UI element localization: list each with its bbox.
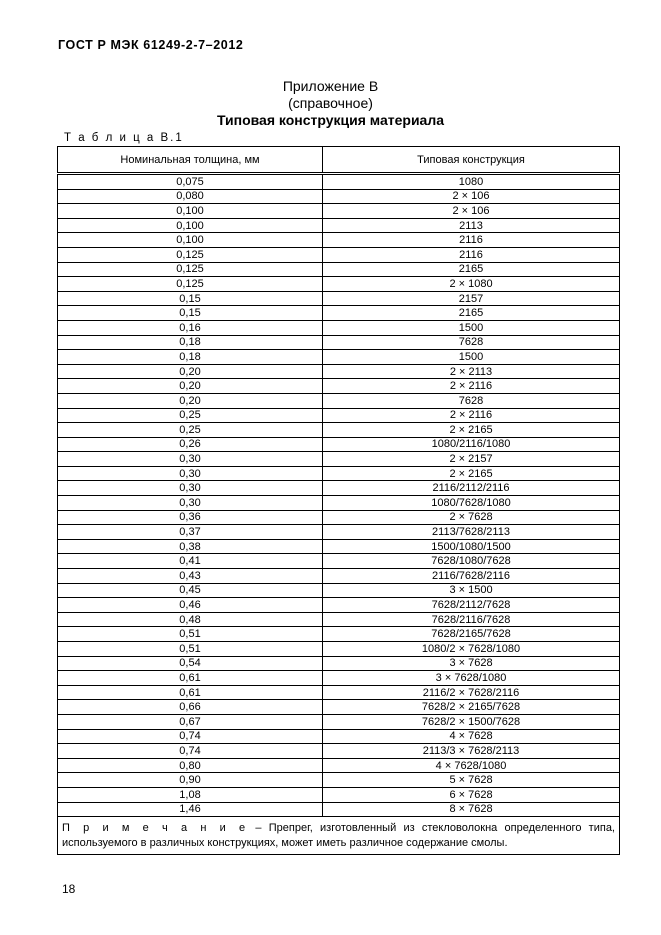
thickness-cell: 0,18 — [58, 335, 323, 350]
table-row — [58, 379, 620, 394]
construction-cell: 1080 — [323, 174, 620, 190]
construction-cell: 7628/1080/7628 — [323, 554, 620, 569]
construction-cell: 5 × 7628 — [323, 773, 620, 788]
table-row — [58, 612, 620, 627]
table-row — [58, 700, 620, 715]
thickness-cell: 0,80 — [58, 758, 323, 773]
column-header-construction: Типовая конструкция — [323, 147, 620, 174]
table-row — [58, 685, 620, 700]
table-row — [58, 233, 620, 248]
thickness-cell: 0,90 — [58, 773, 323, 788]
thickness-cell: 0,080 — [58, 189, 323, 204]
table-header-row — [58, 147, 620, 174]
table-row — [58, 481, 620, 496]
table-row — [58, 714, 620, 729]
table-row — [58, 277, 620, 292]
table-note-row — [58, 817, 620, 855]
construction-cell: 2165 — [323, 306, 620, 321]
table-row — [58, 787, 620, 802]
construction-cell: 2 × 2113 — [323, 364, 620, 379]
construction-cell: 7628/2165/7628 — [323, 627, 620, 642]
construction-cell: 7628/2116/7628 — [323, 612, 620, 627]
construction-cell: 2113/3 × 7628/2113 — [323, 744, 620, 759]
thickness-cell: 0,125 — [58, 247, 323, 262]
construction-cell: 2116/2112/2116 — [323, 481, 620, 496]
table-row — [58, 744, 620, 759]
table-label: Т а б л и ц а В.1 — [64, 132, 184, 144]
thickness-cell: 0,100 — [58, 218, 323, 233]
thickness-cell: 0,36 — [58, 510, 323, 525]
table-row — [58, 174, 620, 190]
thickness-cell: 0,15 — [58, 291, 323, 306]
construction-cell: 2113/7628/2113 — [323, 525, 620, 540]
thickness-cell: 0,74 — [58, 729, 323, 744]
construction-cell: 2116 — [323, 247, 620, 262]
construction-cell: 2 × 2157 — [323, 452, 620, 467]
construction-cell: 8 × 7628 — [323, 802, 620, 817]
thickness-cell: 0,51 — [58, 627, 323, 642]
table-row — [58, 525, 620, 540]
thickness-cell: 0,15 — [58, 306, 323, 321]
construction-cell: 3 × 1500 — [323, 583, 620, 598]
table-row — [58, 773, 620, 788]
table-row — [58, 539, 620, 554]
thickness-cell: 0,20 — [58, 393, 323, 408]
table-body — [58, 174, 620, 817]
construction-cell: 2 × 106 — [323, 189, 620, 204]
table-row — [58, 408, 620, 423]
construction-cell: 6 × 7628 — [323, 787, 620, 802]
thickness-cell: 0,51 — [58, 642, 323, 657]
construction-cell: 7628/2 × 1500/7628 — [323, 714, 620, 729]
thickness-cell: 0,66 — [58, 700, 323, 715]
thickness-cell: 0,25 — [58, 423, 323, 438]
construction-cell: 2 × 106 — [323, 204, 620, 219]
construction-cell: 3 × 7628/1080 — [323, 671, 620, 686]
table-row — [58, 466, 620, 481]
table-row — [58, 320, 620, 335]
construction-cell: 7628 — [323, 393, 620, 408]
construction-cell: 2165 — [323, 262, 620, 277]
construction-cell: 1500 — [323, 320, 620, 335]
construction-table — [57, 146, 620, 855]
column-header-thickness: Номинальная толщина, мм — [58, 147, 323, 174]
construction-cell: 2 × 2165 — [323, 423, 620, 438]
construction-cell: 2 × 1080 — [323, 277, 620, 292]
construction-cell: 2157 — [323, 291, 620, 306]
construction-cell: 7628 — [323, 335, 620, 350]
thickness-cell: 0,61 — [58, 685, 323, 700]
thickness-cell: 0,74 — [58, 744, 323, 759]
thickness-cell: 1,46 — [58, 802, 323, 817]
table-row — [58, 350, 620, 365]
thickness-cell: 0,18 — [58, 350, 323, 365]
thickness-cell: 1,08 — [58, 787, 323, 802]
thickness-cell: 0,48 — [58, 612, 323, 627]
table-row — [58, 802, 620, 817]
construction-cell: 2 × 2165 — [323, 466, 620, 481]
construction-cell: 1080/7628/1080 — [323, 496, 620, 511]
thickness-cell: 0,075 — [58, 174, 323, 190]
construction-cell: 4 × 7628/1080 — [323, 758, 620, 773]
table-row — [58, 262, 620, 277]
appendix-title-block — [0, 78, 661, 129]
thickness-cell: 0,30 — [58, 481, 323, 496]
note-text: – Препрег, изготовленный из стекловолокна определенного типа, используемого в различных конструкциях, может иметь различное содержание смолы. — [62, 822, 615, 850]
table-row — [58, 437, 620, 452]
table-row — [58, 642, 620, 657]
thickness-cell: 0,26 — [58, 437, 323, 452]
thickness-cell: 0,54 — [58, 656, 323, 671]
table-row — [58, 554, 620, 569]
document-header: ГОСТ Р МЭК 61249-2-7–2012 — [58, 38, 244, 52]
appendix-title: Приложение В — [282, 78, 379, 94]
construction-cell: 7628/2 × 2165/7628 — [323, 700, 620, 715]
table-row — [58, 393, 620, 408]
appendix-subtitle: (справочное) — [288, 95, 373, 111]
thickness-cell: 0,41 — [58, 554, 323, 569]
thickness-cell: 0,100 — [58, 204, 323, 219]
table-row — [58, 627, 620, 642]
thickness-cell: 0,67 — [58, 714, 323, 729]
thickness-cell: 0,37 — [58, 525, 323, 540]
construction-cell: 2 × 2116 — [323, 408, 620, 423]
table-row — [58, 583, 620, 598]
table-row — [58, 758, 620, 773]
thickness-cell: 0,30 — [58, 496, 323, 511]
table-row — [58, 569, 620, 584]
thickness-cell: 0,125 — [58, 277, 323, 292]
table-note — [58, 817, 620, 855]
table-row — [58, 291, 620, 306]
thickness-cell: 0,25 — [58, 408, 323, 423]
thickness-cell: 0,20 — [58, 364, 323, 379]
construction-cell: 7628/2112/7628 — [323, 598, 620, 613]
construction-cell: 2116 — [323, 233, 620, 248]
table-row — [58, 598, 620, 613]
construction-cell: 2116/2 × 7628/2116 — [323, 685, 620, 700]
table-row — [58, 189, 620, 204]
construction-cell: 2116/7628/2116 — [323, 569, 620, 584]
table-row — [58, 247, 620, 262]
thickness-cell: 0,30 — [58, 466, 323, 481]
construction-cell: 2 × 2116 — [323, 379, 620, 394]
table-row — [58, 204, 620, 219]
table-row — [58, 656, 620, 671]
thickness-cell: 0,43 — [58, 569, 323, 584]
note-label: П р и м е ч а н и е — [62, 822, 249, 835]
table-row — [58, 364, 620, 379]
construction-cell: 3 × 7628 — [323, 656, 620, 671]
construction-cell: 1080/2116/1080 — [323, 437, 620, 452]
table-row — [58, 218, 620, 233]
construction-cell: 4 × 7628 — [323, 729, 620, 744]
table-row — [58, 729, 620, 744]
thickness-cell: 0,20 — [58, 379, 323, 394]
construction-cell: 2 × 7628 — [323, 510, 620, 525]
table-row — [58, 306, 620, 321]
construction-cell: 2113 — [323, 218, 620, 233]
thickness-cell: 0,16 — [58, 320, 323, 335]
construction-cell: 1500 — [323, 350, 620, 365]
table-row — [58, 671, 620, 686]
table-row — [58, 335, 620, 350]
construction-cell: 1500/1080/1500 — [323, 539, 620, 554]
thickness-cell: 0,125 — [58, 262, 323, 277]
table-row — [58, 423, 620, 438]
appendix-heading: Типовая конструкция материала — [216, 112, 445, 128]
thickness-cell: 0,46 — [58, 598, 323, 613]
table-row — [58, 496, 620, 511]
thickness-cell: 0,61 — [58, 671, 323, 686]
page-number: 18 — [62, 882, 76, 896]
table-row — [58, 452, 620, 467]
construction-cell: 1080/2 × 7628/1080 — [323, 642, 620, 657]
thickness-cell: 0,100 — [58, 233, 323, 248]
thickness-cell: 0,30 — [58, 452, 323, 467]
table-row — [58, 510, 620, 525]
thickness-cell: 0,38 — [58, 539, 323, 554]
thickness-cell: 0,45 — [58, 583, 323, 598]
